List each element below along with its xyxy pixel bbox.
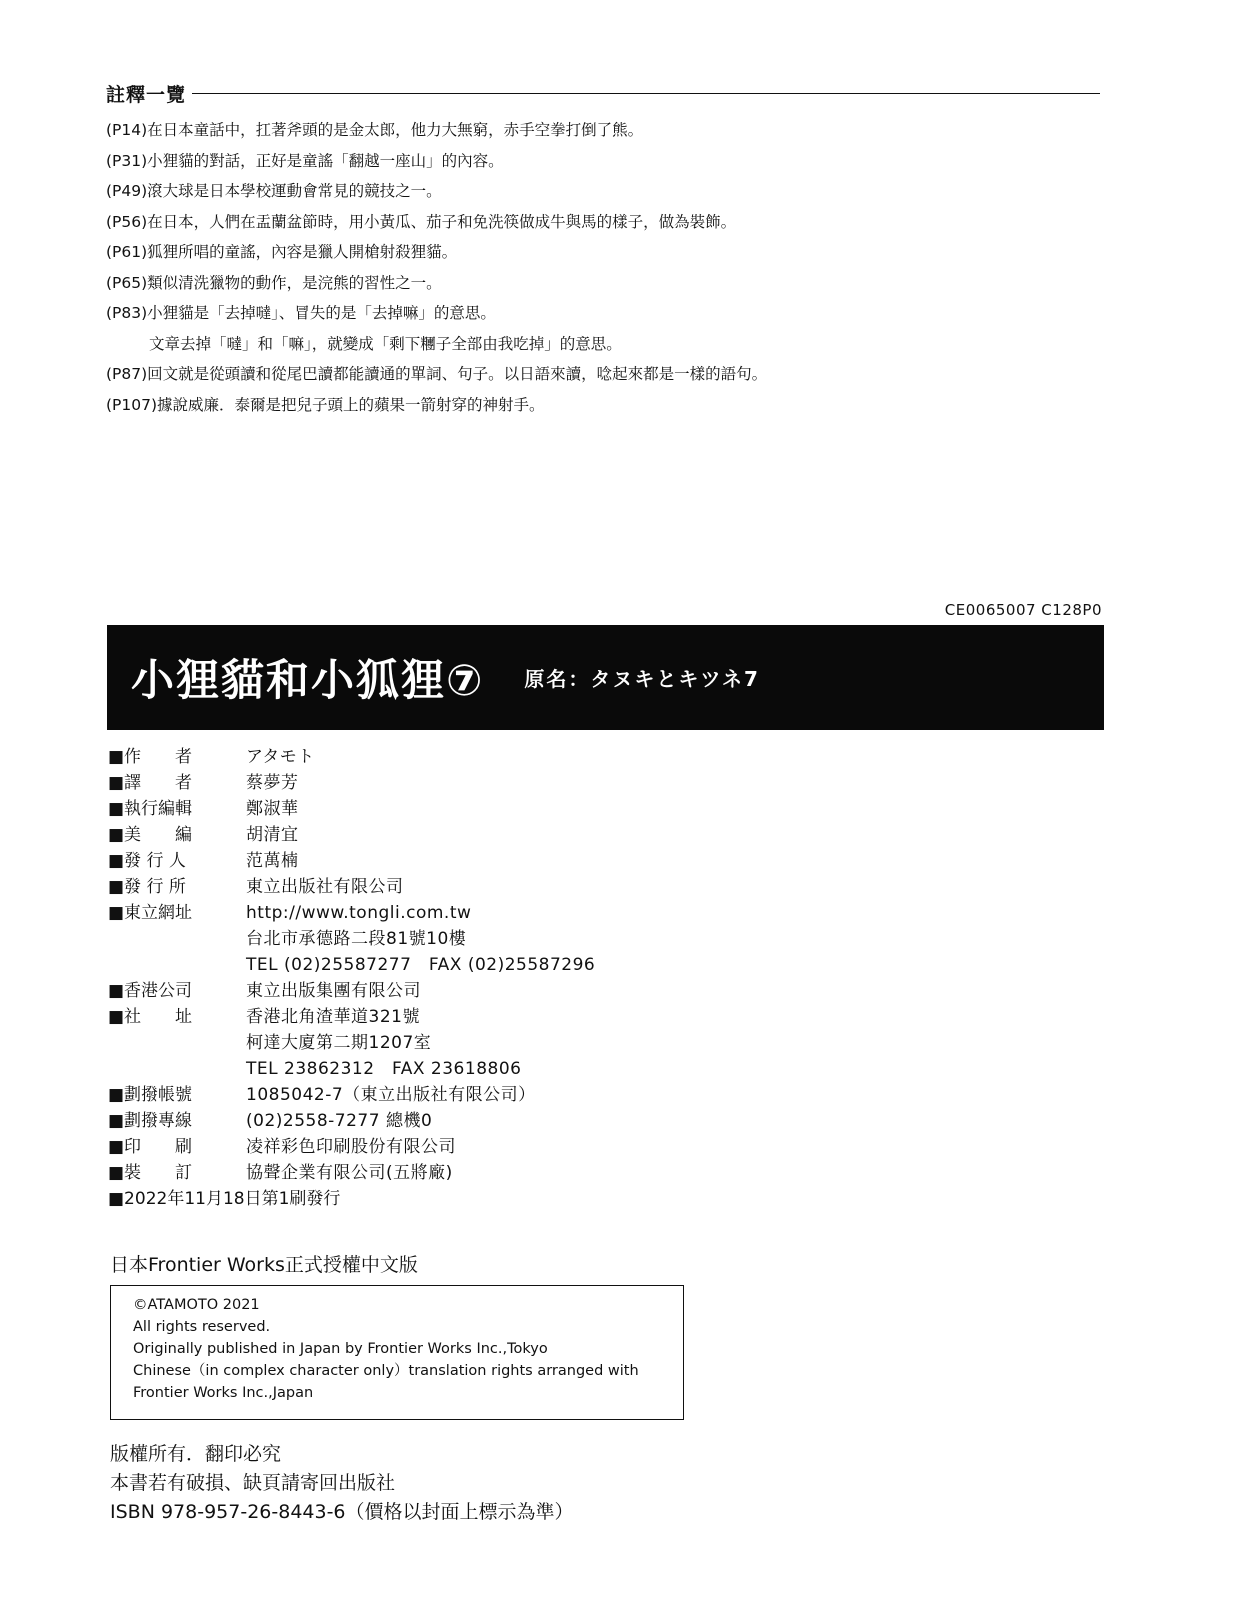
credit-label: ■執行編輯 (108, 799, 193, 819)
copyright-line: All rights reserved. (133, 1319, 271, 1335)
credit-label: ■譯 者 (108, 773, 193, 793)
credit-row (108, 796, 808, 822)
note-line: (P49)滾大球是日本學校運動會常見的競技之一。 (106, 182, 442, 200)
credit-label: ■印 刷 (108, 1137, 193, 1157)
rights-footer (110, 1440, 574, 1527)
credit-row (108, 770, 808, 796)
credit-value: 鄭淑華 (246, 799, 299, 819)
credit-value: 協聲企業有限公司(五將廠) (246, 1163, 453, 1183)
rights-notice: 版權所有．翻印必究 (110, 1443, 282, 1465)
note-line: (P56)在日本，人們在盂蘭盆節時，用小黃瓜、茄子和免洗筷做成牛與馬的樣子，做為裝飾。 (106, 212, 737, 231)
credit-value: 香港北角渣華道321號 (246, 1007, 420, 1027)
note-line: (P14)在日本童話中，扛著斧頭的是金太郎，他力大無窮，赤手空拳打倒了熊。 (106, 121, 644, 139)
credit-label (108, 952, 246, 978)
notes-header (106, 80, 1100, 107)
copyright-line: Chinese（in complex character only）translation rights arranged with (133, 1363, 639, 1379)
notes-divider (192, 93, 1100, 94)
credit-row (108, 978, 808, 1004)
credit-row (108, 1134, 808, 1160)
credit-label: ■發 行 所 (108, 877, 186, 897)
credit-row (108, 744, 808, 770)
note-line: (P107)據說威廉．泰爾是把兒子頭上的蘋果一箭射穿的神射手。 (106, 395, 545, 414)
credit-row (108, 1108, 808, 1134)
note-line: (P87)回文就是從頭讀和從尾巴讀都能讀通的單詞、句子。以日語來讀，唸起來都是一樣的語句。 (106, 365, 768, 383)
product-code: CE0065007 C128P0 (944, 601, 1102, 619)
credit-value: TEL (02)25587277 FAX (02)25587296 (246, 955, 596, 975)
credit-row (108, 1082, 808, 1108)
credit-row (108, 1186, 808, 1212)
return-notice: 本書若有破損、缺頁請寄回出版社 (110, 1472, 396, 1494)
credit-row (108, 1030, 808, 1056)
license-statement: 日本Frontier Works正式授權中文版 (110, 1254, 418, 1276)
credit-label: ■發 行 人 (108, 851, 186, 871)
credit-label (108, 1030, 246, 1056)
credit-label: ■劃撥帳號 (108, 1085, 193, 1105)
note-line-continuation: 文章去掉「噠」和「嘛」，就變成「剩下糰子全部由我吃掉」的意思。 (149, 334, 622, 353)
credit-value: TEL 23862312 FAX 23618806 (246, 1059, 522, 1079)
note-line: (P65)類似清洗獵物的動作，是浣熊的習性之一。 (106, 273, 442, 292)
credit-label (108, 926, 246, 952)
credit-label (108, 1056, 246, 1082)
credit-value: 范萬楠 (246, 851, 299, 871)
copyright-line: ©ATAMOTO 2021 (133, 1297, 260, 1313)
credit-value: 東立出版集團有限公司 (246, 981, 421, 1001)
credit-value: (02)2558-7277 總機0 (246, 1111, 433, 1131)
book-title: 小狸貓和小狐狸⑦ (131, 656, 485, 706)
credit-value: 台北市承德路二段81號10樓 (246, 929, 467, 949)
credit-value: 凌祥彩色印刷股份有限公司 (246, 1137, 456, 1157)
credit-label: ■社 址 (108, 1007, 193, 1027)
credit-value: 柯達大廈第二期1207室 (246, 1033, 432, 1053)
credit-value: アタモト (246, 747, 315, 767)
copyright-line: Originally published in Japan by Frontier Works Inc.,Tokyo (133, 1341, 548, 1357)
note-line: (P83)小狸貓是「去掉噠」、冒失的是「去掉嘛」的意思。 (106, 304, 496, 322)
credit-value: 東立出版社有限公司 (246, 877, 404, 897)
note-line: (P61)狐狸所唱的童謠，內容是獵人開槍射殺狸貓。 (106, 243, 458, 261)
credit-label: ■美 編 (108, 825, 193, 845)
copyright-line: Frontier Works Inc.,Japan (133, 1385, 314, 1401)
credits-list (108, 744, 808, 1212)
credit-row (108, 926, 808, 952)
credit-row (108, 952, 808, 978)
credit-row (108, 822, 808, 848)
publication-date: ■2022年11月18日第1刷發行 (108, 1189, 341, 1209)
credit-row (108, 1004, 808, 1030)
credit-row (108, 1056, 808, 1082)
credit-label: ■劃撥專線 (108, 1111, 193, 1131)
credit-row (108, 1160, 808, 1186)
credit-value: 胡清宜 (246, 825, 299, 845)
notes-list (106, 115, 1106, 420)
credit-label: ■裝 訂 (108, 1163, 193, 1183)
credit-label: ■作 者 (108, 747, 193, 767)
original-title: 原名：タヌキとキツネ7 (524, 667, 760, 691)
credit-value: 1085042-7（東立出版社有限公司） (246, 1085, 536, 1105)
credit-value: 蔡夢芳 (246, 773, 299, 793)
title-band (107, 625, 1104, 730)
copyright-box (110, 1285, 684, 1420)
credit-row (108, 848, 808, 874)
credit-row (108, 874, 808, 900)
notes-title: 註釋一覽 (106, 84, 187, 106)
credit-row (108, 900, 808, 926)
website-url[interactable]: http://www.tongli.com.tw (246, 903, 472, 923)
credit-label: ■東立網址 (108, 903, 193, 923)
note-line: (P31)小狸貓的對話，正好是童謠「翻越一座山」的內容。 (106, 151, 504, 170)
credit-label: ■香港公司 (108, 981, 193, 1001)
isbn: ISBN 978-957-26-8443-6（價格以封面上標示為準） (110, 1501, 574, 1523)
